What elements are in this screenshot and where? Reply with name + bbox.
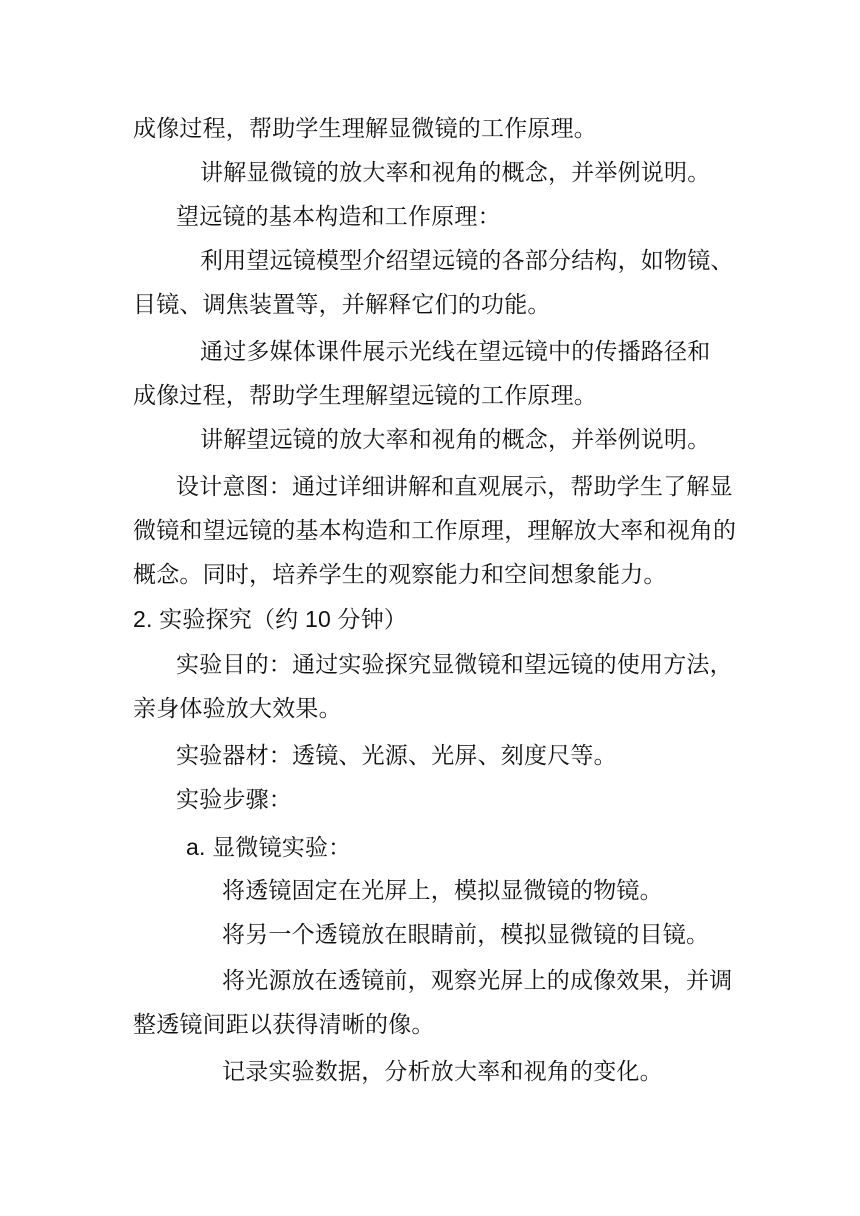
microscope-experiment-heading: a. 显微镜实验： <box>186 834 352 860</box>
step-line-3: 将光源放在透镜前，观察光屏上的成像效果，并调 <box>222 968 733 994</box>
design-intent-line-1: 设计意图：通过详细讲解和直观展示，帮助学生了解显 <box>176 474 733 500</box>
text-line-1: 成像过程，帮助学生理解显微镜的工作原理。 <box>133 116 597 142</box>
text-line-6: 通过多媒体课件展示光线在望远镜中的传播路径和 <box>200 339 711 365</box>
section-heading-telescope: 望远镜的基本构造和工作原理： <box>176 204 501 230</box>
step-line-1: 将透镜固定在光屏上，模拟显微镜的物镜。 <box>222 878 663 904</box>
section-heading-experiment: 2. 实验探究（约 10 分钟） <box>133 606 408 632</box>
step-line-2: 将另一个透镜放在眼睛前，模拟显微镜的目镜。 <box>222 922 710 948</box>
design-intent-line-2: 微镜和望远镜的基本构造和工作原理，理解放大率和视角的 <box>133 518 737 544</box>
text-line-7: 成像过程，帮助学生理解望远镜的工作原理。 <box>133 383 597 409</box>
text-line-5: 目镜、调焦装置等，并解释它们的功能。 <box>133 292 551 318</box>
step-line-4: 整透镜间距以获得清晰的像。 <box>133 1012 435 1038</box>
text-line-2: 讲解显微镜的放大率和视角的概念，并举例说明。 <box>200 160 711 186</box>
text-line-4: 利用望远镜模型介绍望远镜的各部分结构，如物镜、 <box>200 248 734 274</box>
experiment-purpose-line-2: 亲身体验放大效果。 <box>133 696 342 722</box>
text-line-8: 讲解望远镜的放大率和视角的概念，并举例说明。 <box>200 427 711 453</box>
experiment-steps-heading: 实验步骤： <box>176 787 292 813</box>
experiment-purpose-line-1: 实验目的：通过实验探究显微镜和望远镜的使用方法， <box>176 652 733 678</box>
experiment-materials: 实验器材：透镜、光源、光屏、刻度尺等。 <box>176 743 617 769</box>
step-line-5: 记录实验数据，分析放大率和视角的变化。 <box>222 1059 663 1085</box>
design-intent-line-3: 概念。同时，培养学生的观察能力和空间想象能力。 <box>133 562 667 588</box>
